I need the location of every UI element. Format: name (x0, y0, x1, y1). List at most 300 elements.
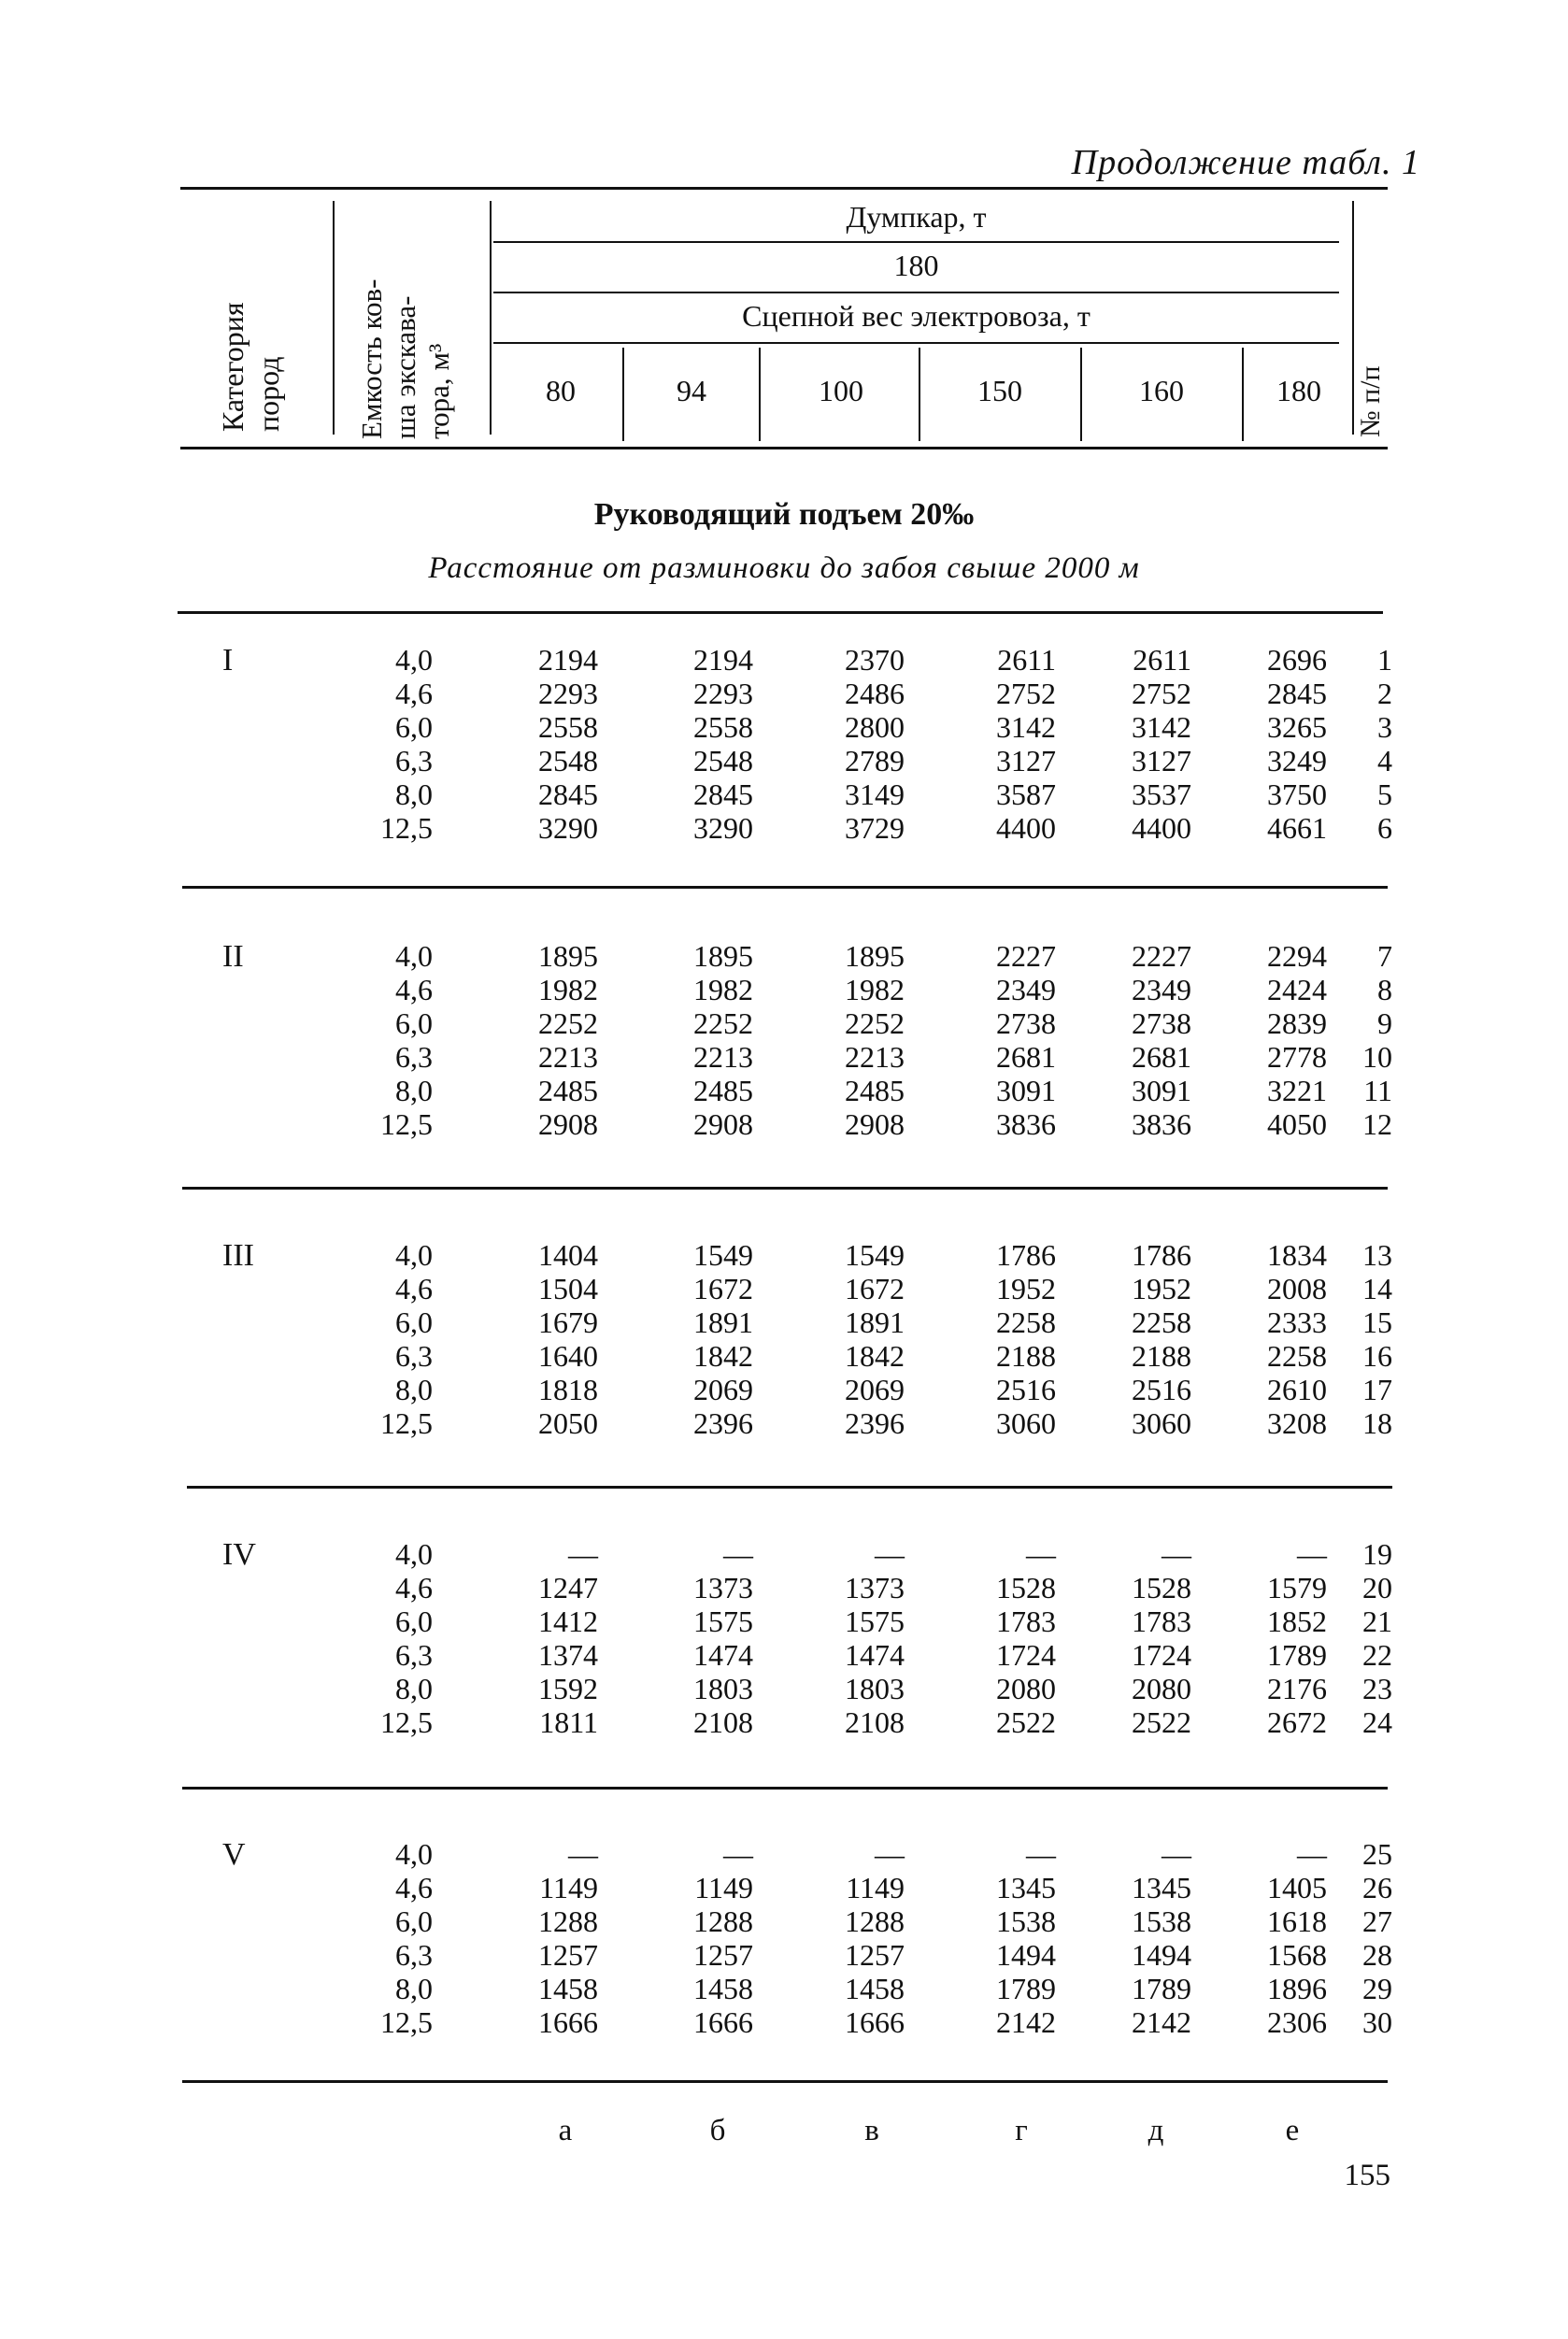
capacity-cell: 4,0 (395, 643, 433, 677)
row-number-cell: 16 (1362, 1339, 1392, 1373)
table-row (0, 1074, 1568, 1107)
value-cell: 3208 (1267, 1406, 1327, 1440)
value-cell: 2213 (693, 1040, 753, 1074)
value-cell: 1842 (693, 1339, 753, 1373)
capacity-cell: 6,0 (395, 1006, 433, 1040)
row-number-cell: 12 (1362, 1107, 1392, 1141)
value-cell: 1803 (693, 1672, 753, 1705)
capacity-cell: 4,0 (395, 1238, 433, 1272)
value-cell: 1982 (538, 973, 598, 1006)
capacity-cell: 12,5 (380, 1107, 433, 1141)
table-row (0, 1904, 1568, 1938)
capacity-cell: 4,6 (395, 677, 433, 710)
value-cell: 2252 (538, 1006, 598, 1040)
value-cell: 2008 (1267, 1272, 1327, 1305)
value-cell: 2516 (996, 1373, 1056, 1406)
table-row (0, 710, 1568, 744)
value-cell: 1891 (693, 1305, 753, 1339)
value-cell: 1895 (845, 939, 905, 973)
table-row (0, 1537, 1568, 1571)
value-cell: 3142 (1132, 710, 1191, 744)
value-cell: 2176 (1267, 1672, 1327, 1705)
value-cell: 1895 (693, 939, 753, 973)
value-cell: — (875, 1837, 905, 1871)
value-cell: 1494 (996, 1938, 1056, 1972)
value-cell: 2424 (1267, 973, 1327, 1006)
value-cell: 1458 (538, 1972, 598, 2005)
value-cell: 3149 (845, 777, 905, 811)
capacity-cell: 4,6 (395, 1571, 433, 1604)
category-label: I (222, 643, 234, 677)
table-row (0, 1040, 1568, 1074)
value-cell: 1568 (1267, 1938, 1327, 1972)
loco-divider (919, 348, 920, 441)
column-letter: б (709, 2114, 726, 2147)
row-number-cell: 6 (1377, 811, 1392, 845)
value-cell: 2516 (1132, 1373, 1191, 1406)
section-title: Руководящий подъем 20‰ (593, 497, 975, 532)
value-cell: 2108 (693, 1705, 753, 1739)
value-cell: 2845 (693, 777, 753, 811)
table-row (0, 1272, 1568, 1305)
value-cell: 1247 (538, 1571, 598, 1604)
value-cell: — (723, 1837, 753, 1871)
value-cell: 2752 (1132, 677, 1191, 710)
value-cell: 2194 (538, 643, 598, 677)
value-cell: 1579 (1267, 1571, 1327, 1604)
value-cell: 4661 (1267, 811, 1327, 845)
value-cell: 2213 (538, 1040, 598, 1074)
value-cell: 1592 (538, 1672, 598, 1705)
value-cell: 2522 (996, 1705, 1056, 1739)
value-cell: 2611 (1133, 643, 1191, 677)
value-cell: 1149 (539, 1871, 598, 1904)
capacity-cell: 12,5 (380, 811, 433, 845)
capacity-cell: 8,0 (395, 1074, 433, 1107)
capacity-cell: 6,0 (395, 1904, 433, 1938)
value-cell: 1345 (1132, 1871, 1191, 1904)
value-cell: 2188 (996, 1339, 1056, 1373)
value-cell: 1834 (1267, 1238, 1327, 1272)
value-cell: 2050 (538, 1406, 598, 1440)
value-cell: 2611 (997, 643, 1056, 677)
loco-value: 180 (1276, 374, 1321, 407)
value-cell: 3091 (996, 1074, 1056, 1107)
capacity-cell: 6,0 (395, 710, 433, 744)
value-cell: 2610 (1267, 1373, 1327, 1406)
header-capacity: Емкость ков- ша экскава- тора, м³ (355, 278, 455, 439)
value-cell: 1528 (1132, 1571, 1191, 1604)
value-cell: 3060 (1132, 1406, 1191, 1440)
group-rule (187, 1486, 1392, 1489)
table-row (0, 811, 1568, 845)
value-cell: 2845 (538, 777, 598, 811)
table-row (0, 2005, 1568, 2039)
value-cell: 1666 (845, 2005, 905, 2039)
value-cell: 1494 (1132, 1938, 1191, 1972)
column-letter: в (864, 2114, 879, 2147)
value-cell: 2293 (538, 677, 598, 710)
row-number-cell: 28 (1362, 1938, 1392, 1972)
value-cell: 1672 (693, 1272, 753, 1305)
value-cell: 1538 (1132, 1904, 1191, 1938)
value-cell: 1257 (845, 1938, 905, 1972)
value-cell: 2227 (996, 939, 1056, 973)
value-cell: 2080 (996, 1672, 1056, 1705)
row-number-cell: 9 (1377, 1006, 1392, 1040)
capacity-cell: 6,3 (395, 1040, 433, 1074)
capacity-cell: 4,6 (395, 1272, 433, 1305)
value-cell: 2839 (1267, 1006, 1327, 1040)
category-label: V (222, 1837, 246, 1872)
value-cell: 2752 (996, 677, 1056, 710)
value-cell: 1789 (1132, 1972, 1191, 2005)
value-cell: 1724 (1132, 1638, 1191, 1672)
loco-value: 160 (1139, 374, 1184, 407)
value-cell: 2800 (845, 710, 905, 744)
row-number-cell: 11 (1363, 1074, 1392, 1107)
table-row (0, 1305, 1568, 1339)
value-cell: 3265 (1267, 710, 1327, 744)
value-cell: 3537 (1132, 777, 1191, 811)
value-cell: 2349 (996, 973, 1056, 1006)
value-cell: 1474 (693, 1638, 753, 1672)
value-cell: 1474 (845, 1638, 905, 1672)
value-cell: 1666 (538, 2005, 598, 2039)
row-number-cell: 26 (1362, 1871, 1392, 1904)
group-rule (182, 886, 1388, 889)
value-cell: 3091 (1132, 1074, 1191, 1107)
value-cell: 2396 (845, 1406, 905, 1440)
value-cell: 2294 (1267, 939, 1327, 973)
column-letter: д (1147, 2114, 1164, 2147)
value-cell: 1803 (845, 1672, 905, 1705)
value-cell: 1818 (538, 1373, 598, 1406)
row-number-cell: 10 (1362, 1040, 1392, 1074)
loco-value: 94 (677, 374, 706, 407)
row-number-cell: 18 (1362, 1406, 1392, 1440)
value-cell: 1842 (845, 1339, 905, 1373)
value-cell: 1404 (538, 1238, 598, 1272)
row-number-cell: 19 (1362, 1537, 1392, 1571)
value-cell: 1982 (693, 973, 753, 1006)
value-cell: 1257 (538, 1938, 598, 1972)
value-cell: 1679 (538, 1305, 598, 1339)
value-cell: 2258 (1267, 1339, 1327, 1373)
capacity-cell: 8,0 (395, 1972, 433, 2005)
page-heading: Продолжение табл. 1 (1071, 143, 1420, 182)
value-cell: 3249 (1267, 744, 1327, 777)
row-number-cell: 15 (1362, 1305, 1392, 1339)
table-row (0, 939, 1568, 973)
value-cell: 2080 (1132, 1672, 1191, 1705)
value-cell: 1666 (693, 2005, 753, 2039)
table-row (0, 677, 1568, 710)
value-cell: 2548 (693, 744, 753, 777)
value-cell: 2069 (693, 1373, 753, 1406)
value-cell: — (568, 1837, 598, 1871)
value-cell: 1149 (694, 1871, 753, 1904)
value-cell: 2485 (693, 1074, 753, 1107)
loco-value: 80 (546, 374, 576, 407)
value-cell: 2738 (1132, 1006, 1191, 1040)
value-cell: 1852 (1267, 1604, 1327, 1638)
value-cell: 4050 (1267, 1107, 1327, 1141)
value-cell: 2349 (1132, 973, 1191, 1006)
capacity-cell: 8,0 (395, 777, 433, 811)
row-number-cell: 24 (1362, 1705, 1392, 1739)
value-cell: 1549 (693, 1238, 753, 1272)
table-row (0, 1006, 1568, 1040)
value-cell: 1952 (996, 1272, 1056, 1305)
value-cell: 1789 (996, 1972, 1056, 2005)
header-inner-rule (493, 292, 1339, 293)
capacity-cell: 4,6 (395, 973, 433, 1006)
value-cell: 2293 (693, 677, 753, 710)
value-cell: 1405 (1267, 1871, 1327, 1904)
table-row (0, 643, 1568, 677)
value-cell: — (723, 1537, 753, 1571)
row-number-cell: 2 (1377, 677, 1392, 710)
value-cell: 2908 (845, 1107, 905, 1141)
value-cell: 3060 (996, 1406, 1056, 1440)
value-cell: 3750 (1267, 777, 1327, 811)
value-cell: 1786 (1132, 1238, 1191, 1272)
value-cell: — (1297, 1537, 1327, 1571)
row-number-cell: 29 (1362, 1972, 1392, 2005)
value-cell: 4400 (1132, 811, 1191, 845)
value-cell: 3836 (996, 1107, 1056, 1141)
value-cell: 2252 (693, 1006, 753, 1040)
capacity-cell: 8,0 (395, 1373, 433, 1406)
value-cell: 1575 (845, 1604, 905, 1638)
value-cell: 1789 (1267, 1638, 1327, 1672)
value-cell: 3836 (1132, 1107, 1191, 1141)
value-cell: 2486 (845, 677, 905, 710)
page-number: 155 (1344, 2159, 1390, 2192)
value-cell: 2681 (1132, 1040, 1191, 1074)
table-row (0, 1373, 1568, 1406)
value-cell: 2696 (1267, 643, 1327, 677)
value-cell: 1952 (1132, 1272, 1191, 1305)
row-number-cell: 13 (1362, 1238, 1392, 1272)
value-cell: 2548 (538, 744, 598, 777)
value-cell: 1982 (845, 973, 905, 1006)
row-number-cell: 21 (1362, 1604, 1392, 1638)
value-cell: 4400 (996, 811, 1056, 845)
table-row (0, 1837, 1568, 1871)
value-cell: 2558 (538, 710, 598, 744)
value-cell: — (1297, 1837, 1327, 1871)
value-cell: 1783 (996, 1604, 1056, 1638)
row-number-cell: 30 (1362, 2005, 1392, 2039)
value-cell: 1538 (996, 1904, 1056, 1938)
table-row (0, 1672, 1568, 1705)
value-cell: 2738 (996, 1006, 1056, 1040)
value-cell: 1640 (538, 1339, 598, 1373)
value-cell: 1786 (996, 1238, 1056, 1272)
value-cell: 2258 (996, 1305, 1056, 1339)
category-label: III (222, 1238, 254, 1273)
value-cell: 2396 (693, 1406, 753, 1440)
table-row (0, 777, 1568, 811)
value-cell: — (875, 1537, 905, 1571)
value-cell: 3729 (845, 811, 905, 845)
value-cell: 2908 (538, 1107, 598, 1141)
header-dumpcar: Думпкар, т (846, 200, 987, 234)
category-label: IV (222, 1537, 256, 1572)
capacity-cell: 12,5 (380, 1705, 433, 1739)
value-cell: 1458 (693, 1972, 753, 2005)
value-cell: 1724 (996, 1638, 1056, 1672)
value-cell: 3587 (996, 777, 1056, 811)
value-cell: 1374 (538, 1638, 598, 1672)
group-rule (182, 1187, 1388, 1190)
loco-divider (759, 348, 761, 441)
value-cell: — (568, 1537, 598, 1571)
table-row (0, 1238, 1568, 1272)
value-cell: 2681 (996, 1040, 1056, 1074)
column-letter: г (1015, 2114, 1028, 2147)
loco-divider (622, 348, 624, 441)
row-number-cell: 7 (1377, 939, 1392, 973)
table-row (0, 1638, 1568, 1672)
value-cell: 2333 (1267, 1305, 1327, 1339)
capacity-cell: 4,0 (395, 939, 433, 973)
value-cell: 2370 (845, 643, 905, 677)
row-number-cell: 5 (1377, 777, 1392, 811)
value-cell: 2485 (538, 1074, 598, 1107)
value-cell: 2306 (1267, 2005, 1327, 2039)
value-cell: 2188 (1132, 1339, 1191, 1373)
capacity-cell: 6,0 (395, 1604, 433, 1638)
value-cell: 1783 (1132, 1604, 1191, 1638)
capacity-cell: 6,3 (395, 1638, 433, 1672)
value-cell: 1412 (538, 1604, 598, 1638)
value-cell: 3142 (996, 710, 1056, 744)
value-cell: 1811 (539, 1705, 598, 1739)
value-cell: 1288 (845, 1904, 905, 1938)
row-number-cell: 8 (1377, 973, 1392, 1006)
value-cell: 2108 (845, 1705, 905, 1739)
table-row (0, 1107, 1568, 1141)
table-row (0, 1406, 1568, 1440)
value-cell: — (1026, 1537, 1056, 1571)
loco-value: 100 (819, 374, 863, 407)
capacity-cell: 8,0 (395, 1672, 433, 1705)
row-number-cell: 25 (1362, 1837, 1392, 1871)
header-bottom-rule (180, 447, 1388, 449)
table-row (0, 1938, 1568, 1972)
value-cell: 1373 (845, 1571, 905, 1604)
row-number-cell: 23 (1362, 1672, 1392, 1705)
value-cell: 2789 (845, 744, 905, 777)
value-cell: 3290 (693, 811, 753, 845)
value-cell: 1373 (693, 1571, 753, 1604)
value-cell: 2142 (996, 2005, 1056, 2039)
value-cell: 3221 (1267, 1074, 1327, 1107)
value-cell: 1618 (1267, 1904, 1327, 1938)
value-cell: 1528 (996, 1571, 1056, 1604)
value-cell: 1891 (845, 1305, 905, 1339)
table-row (0, 1871, 1568, 1904)
capacity-cell: 4,6 (395, 1871, 433, 1904)
value-cell: — (1162, 1837, 1191, 1871)
table-row (0, 1705, 1568, 1739)
value-cell: 1288 (538, 1904, 598, 1938)
value-cell: 2258 (1132, 1305, 1191, 1339)
header-inner-rule (493, 342, 1339, 344)
table-row (0, 973, 1568, 1006)
value-cell: — (1026, 1837, 1056, 1871)
table-row (0, 744, 1568, 777)
loco-divider (1080, 348, 1082, 441)
loco-value: 150 (977, 374, 1022, 407)
group-rule (182, 1787, 1388, 1790)
header-divider (333, 201, 335, 435)
value-cell: 1504 (538, 1272, 598, 1305)
row-number-cell: 17 (1362, 1373, 1392, 1406)
row-number-cell: 20 (1362, 1571, 1392, 1604)
table-row (0, 1339, 1568, 1373)
value-cell: 2485 (845, 1074, 905, 1107)
header-divider (490, 201, 492, 435)
value-cell: 1458 (845, 1972, 905, 2005)
capacity-cell: 4,0 (395, 1537, 433, 1571)
row-number-cell: 22 (1362, 1638, 1392, 1672)
value-cell: 2522 (1132, 1705, 1191, 1739)
group-rule (178, 611, 1383, 614)
capacity-cell: 4,0 (395, 1837, 433, 1871)
header-loco-weight: Сцепной вес электровоза, т (742, 299, 1090, 333)
capacity-cell: 6,3 (395, 744, 433, 777)
header-dumpcar-value: 180 (893, 249, 939, 282)
row-number-cell: 14 (1362, 1272, 1392, 1305)
capacity-cell: 6,3 (395, 1938, 433, 1972)
value-cell: 1345 (996, 1871, 1056, 1904)
value-cell: 1575 (693, 1604, 753, 1638)
value-cell: 3127 (996, 744, 1056, 777)
capacity-cell: 6,3 (395, 1339, 433, 1373)
header-top-rule (180, 187, 1388, 190)
value-cell: 3127 (1132, 744, 1191, 777)
value-cell: 2778 (1267, 1040, 1327, 1074)
value-cell: 1672 (845, 1272, 905, 1305)
capacity-cell: 12,5 (380, 1406, 433, 1440)
row-number-cell: 1 (1377, 643, 1392, 677)
value-cell: 1549 (845, 1238, 905, 1272)
value-cell: 2908 (693, 1107, 753, 1141)
capacity-cell: 12,5 (380, 2005, 433, 2039)
category-label: II (222, 939, 244, 974)
value-cell: 2252 (845, 1006, 905, 1040)
value-cell: 2845 (1267, 677, 1327, 710)
table-row (0, 1972, 1568, 2005)
value-cell: 1288 (693, 1904, 753, 1938)
value-cell: 2672 (1267, 1705, 1327, 1739)
value-cell: 2069 (845, 1373, 905, 1406)
header-category: Категория пород (216, 302, 285, 432)
value-cell: 1149 (846, 1871, 905, 1904)
value-cell: 2194 (693, 643, 753, 677)
row-number-cell: 27 (1362, 1904, 1392, 1938)
table-row (0, 1571, 1568, 1604)
row-number-cell: 4 (1377, 744, 1392, 777)
value-cell: — (1162, 1537, 1191, 1571)
value-cell: 1257 (693, 1938, 753, 1972)
value-cell: 2142 (1132, 2005, 1191, 2039)
value-cell: 2213 (845, 1040, 905, 1074)
